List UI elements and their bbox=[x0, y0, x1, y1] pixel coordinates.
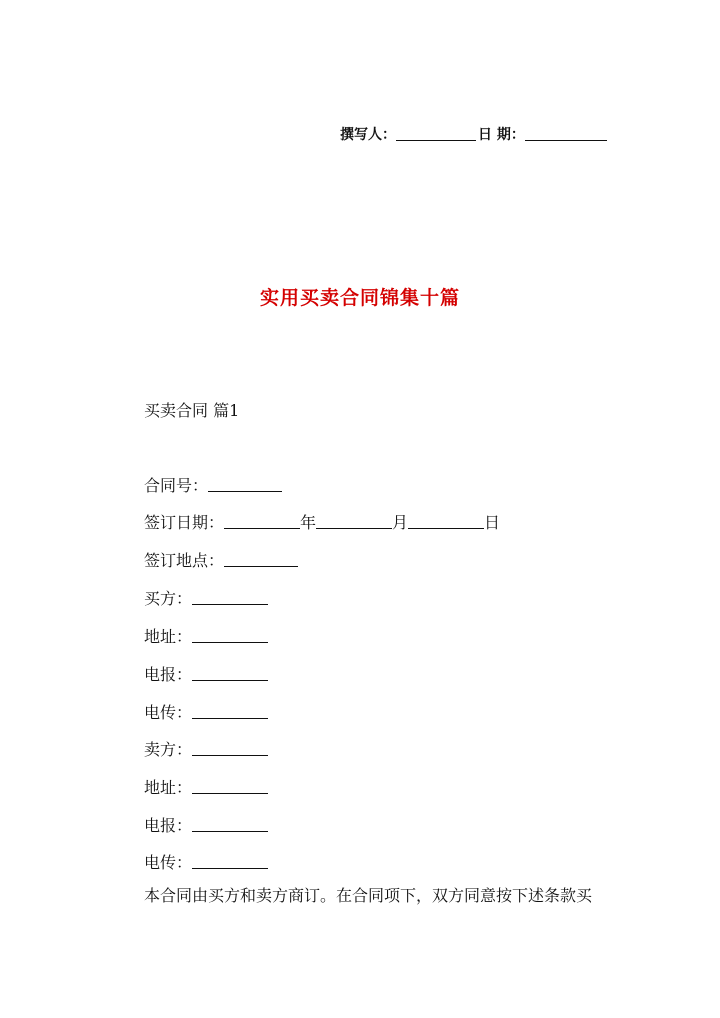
sign-place-label: 签订地点： bbox=[144, 551, 225, 570]
seller-telegram-line bbox=[144, 815, 268, 836]
buyer-address-blank bbox=[192, 626, 268, 643]
seller-fax-line bbox=[144, 852, 268, 873]
buyer-line bbox=[144, 588, 268, 609]
buyer-address-label: 地址： bbox=[144, 627, 193, 646]
sign-date-line bbox=[144, 512, 500, 533]
seller-line bbox=[144, 739, 268, 760]
document-title: 实用买卖合同锦集十篇 bbox=[259, 287, 460, 309]
seller-fax-blank bbox=[192, 852, 268, 869]
seller-address-label: 地址： bbox=[144, 778, 193, 797]
buyer-telegram-line bbox=[144, 664, 268, 685]
buyer-telegram-label: 电报： bbox=[144, 665, 193, 684]
seller-telegram-label: 电报： bbox=[144, 816, 193, 835]
sign-date-label: 签订日期： bbox=[144, 513, 225, 532]
sign-place-line bbox=[144, 550, 298, 571]
seller-address-line bbox=[144, 777, 268, 798]
section-heading: 买卖合同 篇1 bbox=[144, 401, 240, 420]
seller-blank bbox=[192, 739, 268, 756]
seller-label: 卖方： bbox=[144, 740, 193, 759]
seller-telegram-blank bbox=[192, 815, 268, 832]
buyer-blank bbox=[192, 588, 268, 605]
day-label: 日 bbox=[484, 513, 501, 532]
seller-address-blank bbox=[192, 777, 268, 794]
month-blank bbox=[316, 512, 392, 529]
buyer-fax-blank bbox=[192, 702, 268, 719]
sign-place-blank bbox=[224, 550, 298, 567]
date-label: 日 期： bbox=[478, 127, 525, 143]
month-label: 月 bbox=[392, 513, 409, 532]
contract-no-line bbox=[144, 475, 282, 496]
buyer-address-line bbox=[144, 626, 268, 647]
year-label: 年 bbox=[300, 513, 317, 532]
date-blank bbox=[525, 126, 607, 141]
year-blank bbox=[224, 512, 300, 529]
buyer-fax-label: 电传： bbox=[144, 703, 193, 722]
contract-no-label: 合同号： bbox=[144, 476, 209, 495]
day-blank bbox=[408, 512, 484, 529]
body-paragraph: 本合同由买方和卖方商订。在合同项下，双方同意按下述条款买 bbox=[144, 886, 593, 905]
header-line bbox=[340, 124, 607, 144]
author-blank bbox=[396, 126, 476, 141]
author-label: 撰写人： bbox=[340, 127, 396, 143]
buyer-telegram-blank bbox=[192, 664, 268, 681]
buyer-fax-line bbox=[144, 702, 268, 723]
buyer-label: 买方： bbox=[144, 589, 193, 608]
contract-no-blank bbox=[208, 475, 282, 492]
seller-fax-label: 电传： bbox=[144, 853, 193, 872]
